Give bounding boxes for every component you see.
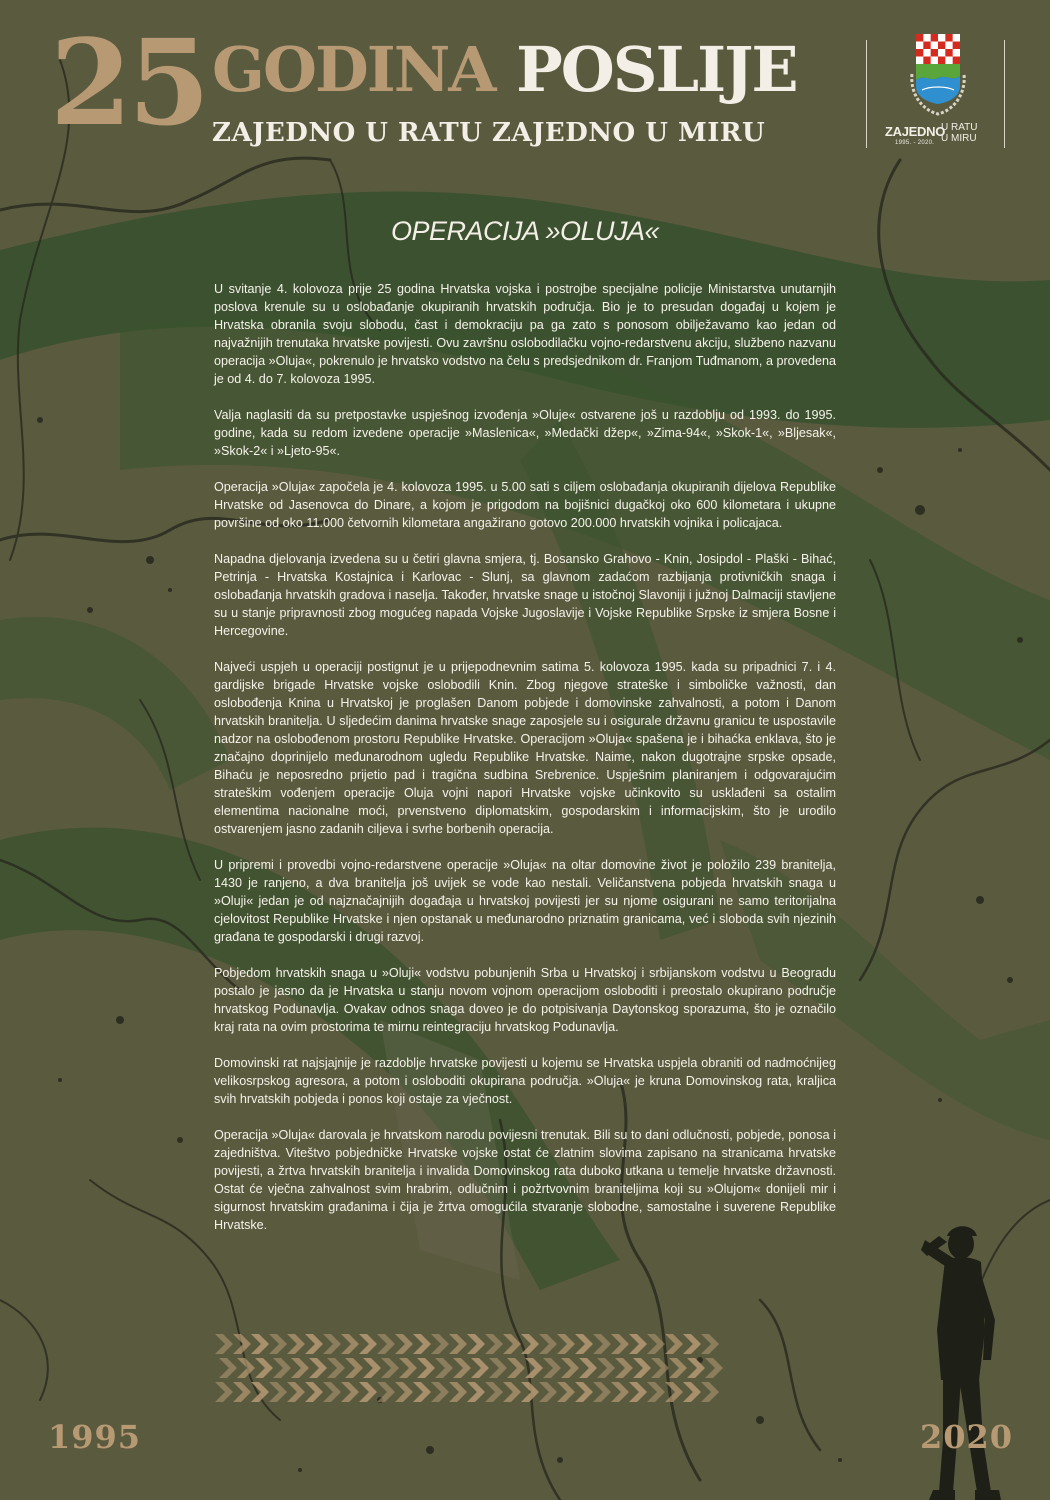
chevron-mark bbox=[557, 1334, 575, 1354]
chevron-mark bbox=[413, 1334, 431, 1354]
chevron-mark bbox=[377, 1334, 395, 1354]
chevron-mark bbox=[399, 1358, 417, 1378]
chevron-mark bbox=[575, 1382, 593, 1402]
chevron-mark bbox=[593, 1382, 611, 1402]
chevron-mark bbox=[701, 1382, 719, 1402]
chevron-mark bbox=[323, 1382, 341, 1402]
chevron-mark bbox=[287, 1334, 305, 1354]
saluting-soldier-icon bbox=[895, 1210, 1025, 1500]
chevron-mark bbox=[449, 1382, 467, 1402]
chevron-mark bbox=[233, 1382, 251, 1402]
chevron-mark bbox=[597, 1358, 615, 1378]
chevron-mark bbox=[539, 1382, 557, 1402]
chevron-mark bbox=[543, 1358, 561, 1378]
chevron-mark bbox=[701, 1334, 719, 1354]
chevron-mark bbox=[557, 1382, 575, 1402]
chevron-mark bbox=[471, 1358, 489, 1378]
chevron-mark bbox=[611, 1382, 629, 1402]
chevron-mark bbox=[287, 1382, 305, 1402]
chevron-mark bbox=[467, 1334, 485, 1354]
chevron-mark bbox=[507, 1358, 525, 1378]
year-start: 1995 bbox=[48, 1418, 142, 1456]
chevron-mark bbox=[647, 1334, 665, 1354]
chevron-mark bbox=[341, 1334, 359, 1354]
header-divider-right bbox=[1004, 40, 1005, 148]
chevron-mark bbox=[269, 1334, 287, 1354]
chevron-mark bbox=[255, 1358, 273, 1378]
paragraph-6: U pripremi i provedbi vojno-redarstvene operacije »Oluja« na oltar domovine život je položilo 239 branitelja, 1430 je ranjeno, a dva branitelja još uvijek se vode kao nestali. Veličanstvena pobjeda hrvatskih snaga u »Oluji« jedan je od najznačajnijih događaja u hrvatskoj povijesti jer su njome osigurani ne samo teritorijalna cjelovitost Republike Hrvatske i njen opstanak u međunarodno priznatim granicama, već i sloboda svih njezinih građana te gospodarski i drugi razvoj. bbox=[214, 858, 836, 944]
chevron-mark bbox=[669, 1358, 687, 1378]
chevron-mark bbox=[395, 1334, 413, 1354]
chevron-mark bbox=[363, 1358, 381, 1378]
chevron-mark bbox=[417, 1358, 435, 1378]
chevron-mark bbox=[233, 1334, 251, 1354]
paragraph-1: U svitanje 4. kolovoza prije 25 godina Hrvatska vojska i postrojbe specijalne policije Ministarstva unutarnjih poslova krenule su u oslobađanje okupiranih hrvatskih područja. Bio je to presudan događaj u kojem je Hrvatska obranila svoju slobodu, čast i demokraciju pa ga zato s ponosom obilježavamo kao jedan od najvažnijih trenutaka hrvatske povijesti. Ovu završnu oslobodilačku vojno-redarstvenu akciju, službeno nazvanu operacija »Oluja«, pokrenulo je hrvatsko vodstvo na čelu s predsjednikom dr. Franjom Tuđmanom, a provedena je od 4. do 7. kolovoza 1995. bbox=[214, 282, 836, 386]
chevron-mark bbox=[251, 1382, 269, 1402]
chevron-mark bbox=[269, 1382, 287, 1402]
paragraph-7: Pobjedom hrvatskih snaga u »Oluji« vodstvu pobunjenih Srba u Hrvatskoj i srbijanskom vodstvu u Beogradu postalo je jasno da je Hrvatska u stanju novom vojnom operacijom osloboditi i preostalo okupirano područje hrvatskog Podunavlja. Ovakav odnos snaga doveo je do potpisivanja Daytonskog sporazuma, što je označilo kraj rata na ovim prostorima te mirnu reintegraciju hrvatskog Podunavlja. bbox=[214, 966, 836, 1034]
chevron-mark bbox=[359, 1334, 377, 1354]
headline-part2: POSLIJE bbox=[516, 33, 797, 106]
chevron-mark bbox=[683, 1334, 701, 1354]
chevron-mark bbox=[525, 1358, 543, 1378]
chevron-mark bbox=[359, 1382, 377, 1402]
chevron-mark bbox=[413, 1382, 431, 1402]
chevron-mark bbox=[273, 1358, 291, 1378]
chevron-mark bbox=[539, 1334, 557, 1354]
chevron-mark bbox=[453, 1358, 471, 1378]
logo-years: 1995. - 2020. bbox=[895, 140, 935, 146]
year-end: 2020 bbox=[920, 1418, 1014, 1456]
paragraph-8: Domovinski rat najsjajnije je razdoblje hrvatske povijesti u kojemu se Hrvatska uspjela obraniti od nadmoćnijeg velikosrpskog agresora, a potom i osloboditi okupirana područja. »Oluja« je kruna Domovinskog rata, kraljica svih hrvatskih pobjeda i ponos koji ostaje za vječnost. bbox=[214, 1056, 836, 1106]
chevron-mark bbox=[593, 1334, 611, 1354]
chevron-arrows-icon bbox=[215, 1330, 730, 1410]
logo-text-main: ZAJEDNO bbox=[885, 124, 946, 139]
chevron-mark bbox=[575, 1334, 593, 1354]
header-divider-left bbox=[866, 40, 867, 148]
paragraph-2: Valja naglasiti da su pretpostavke uspješnog izvođenja »Oluje« ostvarene još u razdoblju od 1993. do 1995. godine, kada su redom izvedene operacije »Maslenica«, »Medački džep«, »Zima-94«, »Skok-1«, »Bljesak«, »Skok-2« i »Ljeto-95«. bbox=[214, 408, 836, 458]
chevron-mark bbox=[215, 1334, 233, 1354]
subheadline: ZAJEDNO U RATU ZAJEDNO U MIRU bbox=[212, 118, 766, 148]
page-title: OPERACIJA »OLUJA« bbox=[390, 216, 660, 246]
chevron-mark bbox=[377, 1382, 395, 1402]
chevron-mark bbox=[449, 1334, 467, 1354]
chevron-mark bbox=[215, 1382, 233, 1402]
chevron-mark bbox=[323, 1334, 341, 1354]
chevron-mark bbox=[665, 1334, 683, 1354]
paragraph-3: Operacija »Oluja« započela je 4. kolovoza 1995. u 5.00 sati s ciljem oslobađanja okupiranih dijelova Republike Hrvatske od Jasenovca do Dinare, a kojom je prigodom na bojišnici dugačkoj oko 600 kilometara i ukupne površine od oko 11.000 četvornih kilometara angažirano gotovo 200.000 hrvatskih vojnika i policajaca. bbox=[214, 480, 836, 530]
chevron-mark bbox=[629, 1334, 647, 1354]
chevron-mark bbox=[503, 1382, 521, 1402]
chevron-mark bbox=[651, 1358, 669, 1378]
chevron-mark bbox=[489, 1358, 507, 1378]
article-body bbox=[214, 280, 836, 1252]
chevron-mark bbox=[431, 1382, 449, 1402]
chevron-mark bbox=[561, 1358, 579, 1378]
chevron-mark bbox=[665, 1382, 683, 1402]
chevron-mark bbox=[485, 1334, 503, 1354]
chevron-mark bbox=[503, 1334, 521, 1354]
chevron-mark bbox=[381, 1358, 399, 1378]
chevron-mark bbox=[251, 1334, 269, 1354]
logo bbox=[880, 34, 995, 152]
chevron-mark bbox=[305, 1334, 323, 1354]
headline-part1: GODINA bbox=[212, 33, 495, 106]
chevron-mark bbox=[683, 1382, 701, 1402]
chevron-mark bbox=[395, 1382, 413, 1402]
paragraph-9: Operacija »Oluja« darovala je hrvatskom narodu povijesni trenutak. Bili su to dani odlučnosti, pobjede, ponosa i zajedništva. Viteštvo pobjedničke Hrvatske vojske ostat će zlatnim slovima zapisano na stranicama hrvatske povijesti, a žrtva hrvatskih branitelja i invalida Domovinskog rata duboko utkana u temelje hrvatske državnosti. Ostat će vječna zahvalnost svim hrabrim, odlučnim i požrtvovnim braniteljima koji su »Olujom« donijeli mir i sigurnost hrvatskim građanima i čija je žrtva omogućila stvaranje slobodne, samostalne i suverene Republike Hrvatske. bbox=[214, 1128, 836, 1232]
chevron-mark bbox=[345, 1358, 363, 1378]
logo-text-u-miru: U MIRU bbox=[941, 133, 977, 144]
chevron-mark bbox=[705, 1358, 723, 1378]
chevron-mark bbox=[485, 1382, 503, 1402]
chevron-mark bbox=[615, 1358, 633, 1378]
coat-of-arms-icon bbox=[902, 34, 974, 122]
chevron-mark bbox=[219, 1358, 237, 1378]
chevron-mark bbox=[291, 1358, 309, 1378]
chevron-mark bbox=[579, 1358, 597, 1378]
chevron-mark bbox=[431, 1334, 449, 1354]
chevron-mark bbox=[467, 1382, 485, 1402]
chevron-mark bbox=[305, 1382, 323, 1402]
headline bbox=[212, 30, 852, 110]
chevron-mark bbox=[521, 1382, 539, 1402]
chevron-mark bbox=[327, 1358, 345, 1378]
anniversary-number: 25 bbox=[50, 13, 207, 152]
paragraph-4: Napadna djelovanja izvedena su u četiri glavna smjera, tj. Bosansko Grahovo - Knin, Josipdol - Plaški - Bihać, Petrinja - Hrvatska Kostajnica i Karlovac - Slunj, sa glavnom zadaćom razbijanja protivničkih snaga i oslobađanja hrvatskih gradova i naselja. Također, hrvatske snage u istočnoj Slavoniji i južnoj Dalmaciji stavljene su u stanje pripravnosti zbog mogućeg napada Vojske Jugoslavije i Vojske Republike Srpske iz smjera Bosne i Hercegovine. bbox=[214, 552, 836, 638]
chevron-mark bbox=[611, 1334, 629, 1354]
chevron-mark bbox=[237, 1358, 255, 1378]
chevron-mark bbox=[629, 1382, 647, 1402]
paragraph-5: Najveći uspjeh u operaciji postignut je u prijepodnevnim satima 5. kolovoza 1995. kada su pripadnici 7. i 4. gardijske brigade Hrvatske vojske oslobodili Knin. Zbog njegove strateške i simboličke važnosti, dan oslobođenja Knina u Hrvatskoj je proglašen Danom pobjede i domovinske zahvalnosti, a potom i Danom hrvatskih branitelja. U sljedećim danima hrvatske snage zaposjele su i osigurale državnu granicu te uspostavile nadzor na oslobođenom prostoru Republike Hrvatske. Operacijom »Oluja« spašena je i bihaćka enklava, što je značajno doprinijelo međunarodnom ugledu Republike Hrvatske. Naime, nakon dugotrajne srpske opsade, Bihaću je neposredno prijetio pad i tragična sudbina Srebrenice. Uspješnim planiranjem i odgovarajućim strateškim vođenjem operacije Oluja vojni napori Hrvatske vojske učinkovito su usklađeni sa ostalim elementima nacionalne moći, prvenstveno diplomatskim, gospodarskim i informacijskim, što je urodilo ostvarenjem jasno zadanih ciljeva i svrhe borbenih operacija. bbox=[214, 660, 836, 836]
logo-text-u-ratu: U RATU bbox=[941, 122, 978, 133]
chevron-mark bbox=[687, 1358, 705, 1378]
chevron-mark bbox=[435, 1358, 453, 1378]
chevron-mark bbox=[309, 1358, 327, 1378]
chevron-mark bbox=[341, 1382, 359, 1402]
chevron-mark bbox=[647, 1382, 665, 1402]
chevron-mark bbox=[633, 1358, 651, 1378]
chevron-mark bbox=[521, 1334, 539, 1354]
